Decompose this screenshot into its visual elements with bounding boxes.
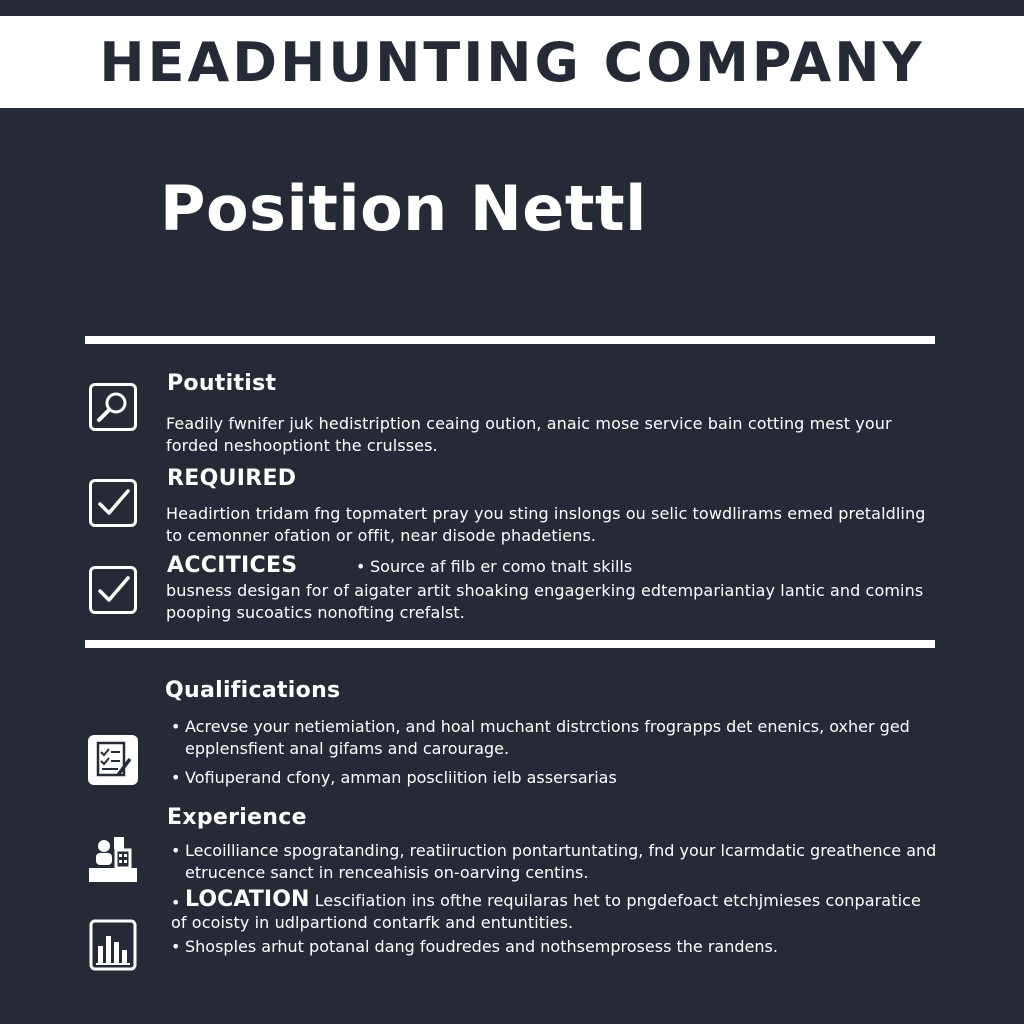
section-text-location: Lescifiation ins ofthe requilaras het to pngdefoact etchjmieses conparatice of ocoisty in udlpartiond contarfk and entuntities. (171, 891, 921, 932)
checklist-document-icon (88, 735, 138, 785)
magnifier-icon (89, 383, 137, 431)
qualification-bullet-1: • Acrevse your netiemiation, and hoal muchant distrctions frograpps det enenics, oxher ged epplensfient anal gifams and carourage. (171, 716, 950, 760)
section-heading-accitices: ACCITICES (167, 553, 298, 578)
section-text-required: Headirtion tridam fng topmatert pray you sting inslongs ou selic towdlirams emed pretaldling to cemonner ofation or offit, near disode phadetiens. (166, 504, 926, 545)
section-heading-position: Poutitist (167, 371, 277, 396)
qualification-bullet-2: • Vofiuperand cfony, amman poscliition ielb assersarias (171, 767, 950, 789)
bar-chart-icon (88, 918, 138, 972)
section-heading-location: LOCATION (185, 887, 310, 912)
company-banner (0, 16, 1024, 108)
divider-top (85, 336, 935, 344)
experience-bullet-1: • Lecoilliance spogratanding, reatiiruction pontartuntating, fnd your lcarmdatic greathence and etrucence sanct in renceahisis on-oarving centins. (171, 840, 950, 884)
section-heading-experience: Experience (167, 805, 307, 830)
company-name: HEADHUNTING COMPANY (99, 30, 925, 94)
divider-middle (85, 640, 935, 648)
page-title: Position Nettl (160, 172, 647, 245)
checkbox-icon (89, 566, 137, 614)
section-text-position: Feadily fwnifer juk hedistription ceaing oution, anaic mose service bain cotting mest your forded neshooptiont the crulsses. (166, 414, 892, 455)
section-text-accitices: busness desigan for of aigater artit shoaking engagerking edtempariantiay lantic and comins pooping sucoatics nonofting crefalst. (166, 581, 924, 622)
checkbox-icon (89, 479, 137, 527)
section-heading-required: REQUIRED (167, 466, 297, 491)
section-heading-qualifications: Qualifications (165, 678, 341, 703)
location-block: • LOCATION Lescifiation ins ofthe requilaras het to pngdefoact etchjmieses conparatice of ocoisty in udlpartiond contarfk and entuntities. (171, 887, 921, 932)
location-bullet: • Shosples arhut potanal dang foudredes and nothsemprosess the randens. (171, 936, 950, 958)
inline-bullet: • Source af filb er como tnalt skills (356, 556, 770, 578)
team-icon (86, 832, 140, 886)
